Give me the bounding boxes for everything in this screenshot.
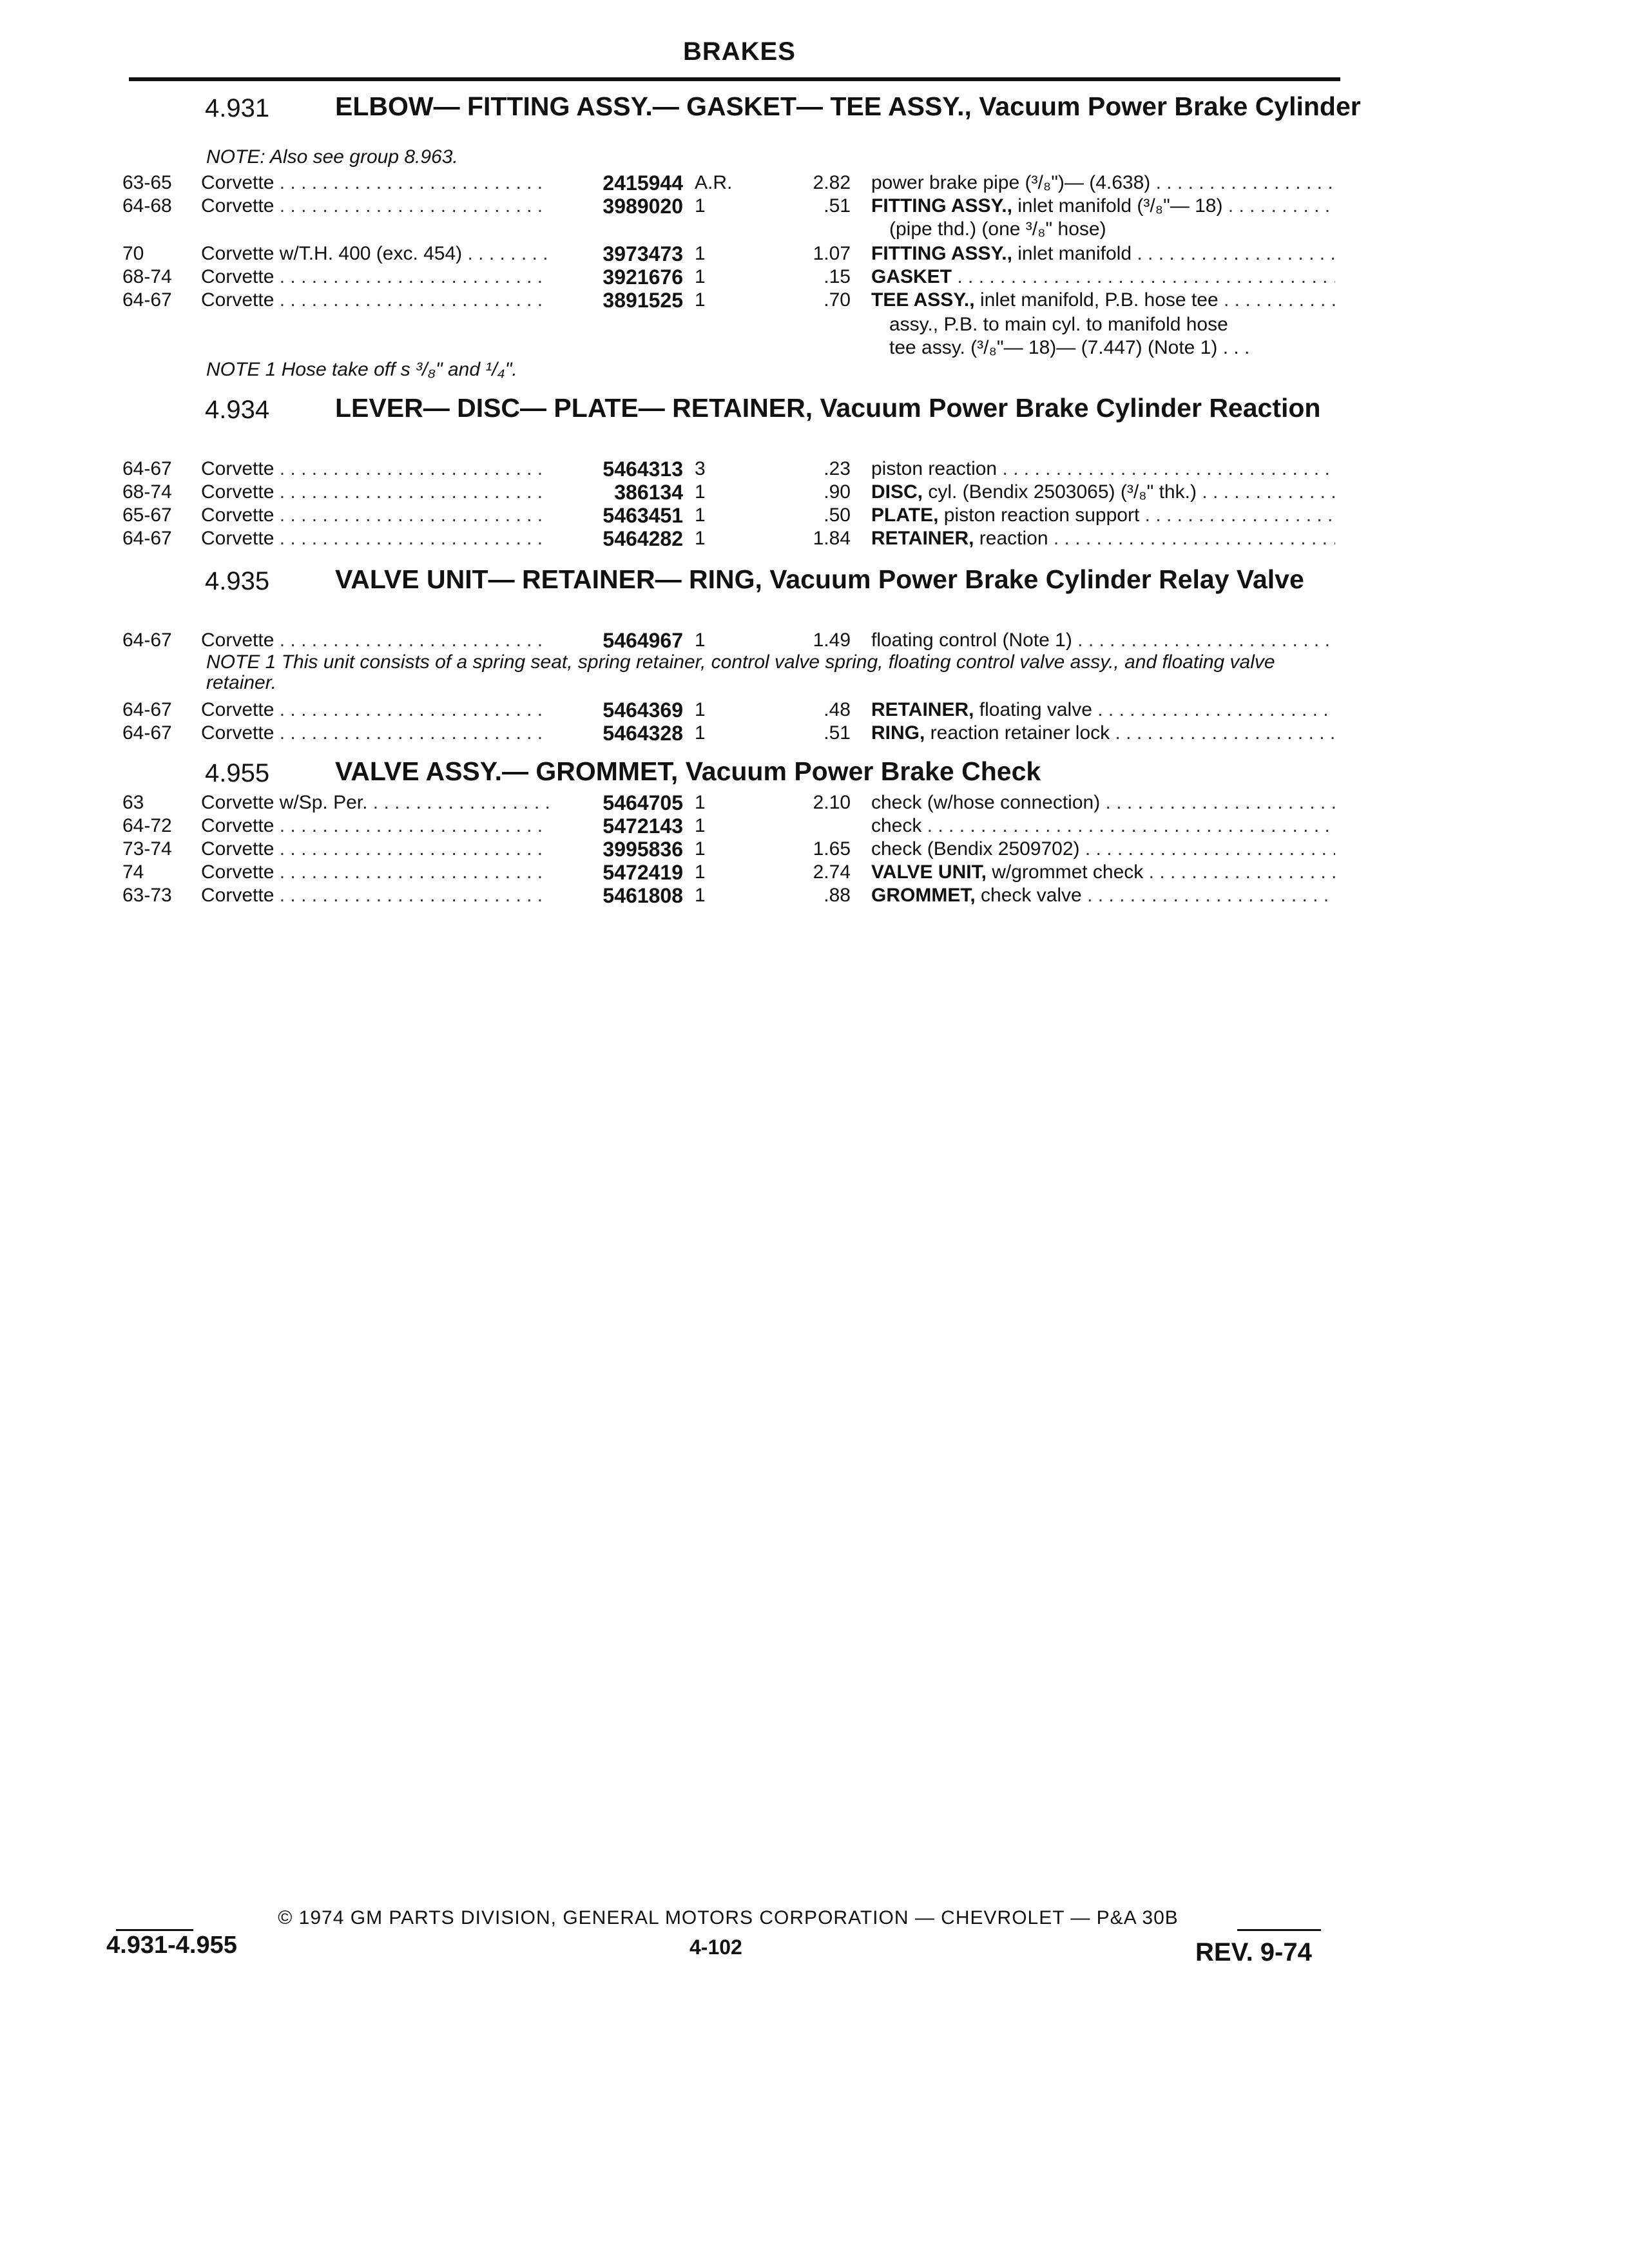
row-description-bold: GROMMET, [871,885,976,906]
row-model: Corvette . . . [201,527,549,550]
row-description-text: reaction [974,528,1048,549]
row-years: 63-65 [122,172,172,193]
row-model: Corvette . . . [201,884,549,907]
row-quantity: 1 [695,289,706,311]
section-number: 4.935 [205,567,270,595]
row-description [871,884,1335,907]
row-years: 64-67 [122,528,172,549]
row-description-text: piston reaction [871,458,998,479]
row-part-number: 2415944 [602,171,683,195]
row-part-number: 5464705 [602,791,683,814]
row-quantity: 1 [695,815,706,836]
row-description-continuation: (pipe thd.) (one ³/₈" hose) [889,218,1106,240]
table-row [0,838,1629,861]
row-part-number: 5464967 [602,629,683,652]
row-years: 64-67 [122,629,172,651]
section-number: 4.934 [205,396,270,424]
row-description [871,481,1335,504]
table-row [0,884,1629,907]
row-description [871,861,1335,884]
table-row [0,457,1629,481]
row-description-bold: FITTING ASSY., [871,243,1012,264]
row-price: .23 [824,458,851,479]
row-part-number: 3973473 [602,242,683,265]
table-row [0,481,1629,504]
row-description-continuation: assy., P.B. to main cyl. to manifold hose [889,314,1228,335]
row-model: Corvette . . . [201,481,549,504]
footer-copyright: © 1974 GM PARTS DIVISION, GENERAL MOTORS CORPORATION — CHEVROLET — P&A 30B [278,1907,1179,1928]
table-row [0,722,1629,745]
row-part-number: 5461808 [602,884,683,907]
row-description-text: check (Bendix 2509702) [871,838,1080,860]
row-description [871,289,1335,312]
page-footer [0,1907,1629,1984]
row-description-text: reaction retainer lock [925,722,1110,744]
table-row [0,527,1629,550]
row-price: .88 [824,885,851,906]
row-quantity: 1 [695,528,706,549]
row-quantity: 1 [695,505,706,526]
row-description [871,265,1335,289]
row-description-bold: GASKET [871,266,952,287]
row-quantity: 1 [695,885,706,906]
row-price: 1.07 [813,243,851,264]
row-years: 63-73 [122,885,172,906]
row-part-number: 3995836 [602,838,683,861]
row-description-bold: TEE ASSY., [871,289,975,311]
row-quantity: 1 [695,481,706,503]
row-description [871,171,1335,195]
row-quantity: 1 [695,629,706,651]
row-model: Corvette . . . [201,289,549,312]
table-row [0,698,1629,722]
row-part-number: 5464282 [602,527,683,550]
row-price: .50 [824,505,851,526]
row-description [871,838,1335,861]
footer-revision: REV. 9-74 [1195,1938,1312,1966]
row-years: 70 [122,243,144,264]
section-title: VALVE UNIT— RETAINER— RING, Vacuum Power Brake Cylinder Relay Valve [335,564,1304,594]
row-model: Corvette . . . [201,629,549,652]
table-row [0,504,1629,527]
section-note: NOTE 1 This unit consists of a spring seat, spring retainer, control valve spring, floating control valve assy., and floating valve retainer. [206,651,1275,693]
row-part-number: 3921676 [602,265,683,289]
row-quantity: 1 [695,266,706,287]
row-years: 74 [122,861,144,883]
row-description-bold: VALVE UNIT, [871,861,987,883]
row-description [871,698,1335,722]
row-description-bold: PLATE, [871,505,939,526]
row-price: 1.49 [813,629,851,651]
footer-page-number: 4-102 [689,1936,742,1959]
row-model: Corvette . . . [201,861,549,884]
row-years: 68-74 [122,481,172,503]
table-row [0,171,1629,195]
row-price: 1.65 [813,838,851,860]
row-model: Corvette w/T.H. 400 (exc. 454) . . . [201,242,549,265]
row-quantity: 1 [695,722,706,744]
footer-group-range: 4.931-4.955 [106,1932,237,1959]
section-title: VALVE ASSY.— GROMMET, Vacuum Power Brake Check [335,756,1041,786]
section-number: 4.931 [205,94,270,122]
row-years: 64-67 [122,722,172,744]
row-model: Corvette . . . [201,698,549,722]
table-row [0,814,1629,838]
row-price: .48 [824,699,851,720]
row-years: 64-68 [122,195,172,216]
row-model: Corvette . . . [201,265,549,289]
section-number: 4.955 [205,759,270,787]
row-years: 64-67 [122,699,172,720]
row-description-text: floating valve [974,699,1092,720]
row-description-bold: RING, [871,722,925,744]
table-row [0,629,1629,652]
row-part-number: 5464369 [602,698,683,722]
row-years: 65-67 [122,505,172,526]
table-row [0,861,1629,884]
row-description [871,457,1335,481]
row-price: 2.10 [813,792,851,813]
table-row [0,195,1629,218]
row-model: Corvette . . . [201,171,549,195]
row-years: 64-67 [122,458,172,479]
row-model: Corvette w/Sp. Per. . . . [201,791,549,814]
table-row [0,289,1629,312]
section-title: ELBOW— FITTING ASSY.— GASKET— TEE ASSY., Vacuum Power Brake Cylinder [335,91,1361,121]
row-description-text: w/grommet check [986,861,1144,883]
row-price: .70 [824,289,851,311]
row-part-number: 386134 [614,481,683,504]
table-row [0,265,1629,289]
row-description-text: check [871,815,922,836]
section-note: NOTE: Also see group 8.963. [206,146,458,168]
row-description [871,814,1335,838]
row-description-text: cyl. (Bendix 2503065) (³/₈" thk.) [923,481,1197,503]
row-part-number: 3989020 [602,195,683,218]
row-part-number: 3891525 [602,289,683,312]
row-description [871,195,1335,218]
row-years: 63 [122,792,144,813]
row-description-text: power brake pipe (³/₈")— (4.638) [871,172,1151,193]
section-note: NOTE 1 Hose take off s ³/₈" and ¹/₄". [206,359,517,380]
row-description-text: check (w/hose connection) [871,792,1101,813]
row-part-number: 5463451 [602,504,683,527]
header-rule [129,77,1340,81]
row-price: 1.84 [813,528,851,549]
row-description-bold: DISC, [871,481,923,503]
row-quantity: 1 [695,699,706,720]
row-quantity: 1 [695,195,706,216]
row-price: .15 [824,266,851,287]
row-model: Corvette . . . [201,457,549,481]
table-row [0,242,1629,265]
row-description-text: piston reaction support [938,505,1140,526]
row-part-number: 5464313 [602,457,683,481]
row-model: Corvette . . . [201,504,549,527]
row-model: Corvette . . . [201,838,549,861]
row-description-bold: FITTING ASSY., [871,195,1012,216]
row-quantity: 1 [695,243,706,264]
row-price: 2.82 [813,172,851,193]
row-description [871,242,1335,265]
row-description [871,791,1335,814]
row-quantity: 1 [695,792,706,813]
row-description [871,629,1335,652]
row-years: 68-74 [122,266,172,287]
row-part-number: 5472143 [602,814,683,838]
footer-rule-right [1237,1929,1321,1931]
section-title: LEVER— DISC— PLATE— RETAINER, Vacuum Power Brake Cylinder Reaction [335,393,1321,423]
row-model: Corvette . . . [201,814,549,838]
page-header [0,37,1629,86]
row-quantity: A.R. [695,172,733,193]
row-price: .90 [824,481,851,503]
row-years: 73-74 [122,838,172,860]
table-row [0,791,1629,814]
footer-rule-left [116,1929,193,1931]
row-model: Corvette . . . [201,722,549,745]
page-title: BRAKES [683,37,796,66]
row-description [871,527,1335,550]
row-description-text: floating control (Note 1) [871,629,1072,651]
row-description-text: inlet manifold [1012,243,1132,264]
row-years: 64-72 [122,815,172,836]
row-description-continuation: tee assy. (³/₈"— 18)— (7.447) (Note 1) . . . [889,337,1250,358]
row-description-bold: RETAINER, [871,528,974,549]
row-price: .51 [824,195,851,216]
row-quantity: 1 [695,861,706,883]
row-description-text: inlet manifold, P.B. hose tee [974,289,1219,311]
row-price: .51 [824,722,851,744]
row-description [871,504,1335,527]
row-description-text: check valve [975,885,1082,906]
row-years: 64-67 [122,289,172,311]
row-description [871,722,1335,745]
row-quantity: 3 [695,458,706,479]
row-part-number: 5472419 [602,861,683,884]
row-description-bold: RETAINER, [871,699,974,720]
row-part-number: 5464328 [602,722,683,745]
row-description-text: inlet manifold (³/₈"— 18) [1012,195,1223,216]
row-price: 2.74 [813,861,851,883]
row-model: Corvette . . . [201,195,549,218]
row-quantity: 1 [695,838,706,860]
